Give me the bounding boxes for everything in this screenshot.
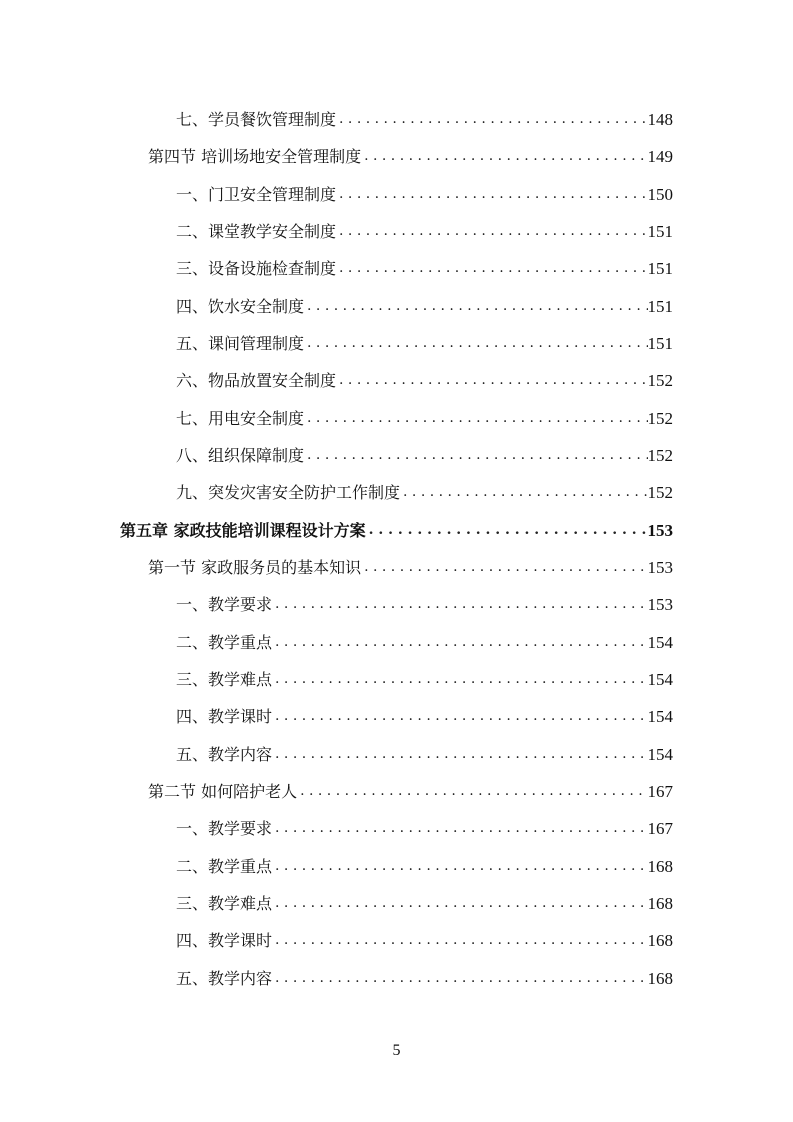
toc-item-entry[interactable] xyxy=(176,474,673,511)
toc-entry-title: 五、教学内容 xyxy=(176,968,273,988)
toc-item-entry[interactable] xyxy=(176,698,673,735)
toc-entry-page: 167 xyxy=(647,781,673,801)
toc-item-entry[interactable] xyxy=(176,810,673,847)
toc-section-entry[interactable] xyxy=(148,138,673,175)
toc-entry-title: 第四节 培训场地安全管理制度 xyxy=(148,147,362,167)
toc-entry-title: 三、教学难点 xyxy=(176,893,273,913)
dot-leader xyxy=(336,176,647,213)
toc-item-entry[interactable] xyxy=(176,250,673,287)
dot-leader xyxy=(336,101,647,138)
toc-entry-page: 153 xyxy=(647,520,673,540)
toc-entry-title: 第一节 家政服务员的基本知识 xyxy=(148,557,362,577)
dot-leader xyxy=(304,437,647,474)
toc-item-entry[interactable] xyxy=(176,288,673,325)
toc-chapter-entry[interactable] xyxy=(120,512,673,549)
dot-leader xyxy=(336,213,647,250)
toc-entry-title: 三、教学难点 xyxy=(176,669,273,689)
toc-entry-title: 三、设备设施检查制度 xyxy=(176,259,337,279)
toc-entry-page: 152 xyxy=(647,445,673,465)
dot-leader xyxy=(272,698,647,735)
toc-item-entry[interactable] xyxy=(176,325,673,362)
toc-item-entry[interactable] xyxy=(176,885,673,922)
toc-entry-page: 168 xyxy=(647,893,673,913)
toc-entry-title: 一、教学要求 xyxy=(176,595,273,615)
toc-entry-title: 四、教学课时 xyxy=(176,707,273,727)
toc-item-entry[interactable] xyxy=(176,960,673,997)
toc-entry-page: 150 xyxy=(647,184,673,204)
toc-entry-title: 四、饮水安全制度 xyxy=(176,296,305,316)
toc-entry-title: 五、课间管理制度 xyxy=(176,333,305,353)
toc-item-entry[interactable] xyxy=(176,176,673,213)
toc-entry-page: 154 xyxy=(647,707,673,727)
toc-entry-title: 一、教学要求 xyxy=(176,819,273,839)
toc-item-entry[interactable] xyxy=(176,624,673,661)
dot-leader xyxy=(272,885,647,922)
toc-section-entry[interactable] xyxy=(148,549,673,586)
toc-entry-page: 153 xyxy=(647,557,673,577)
toc-entry-page: 151 xyxy=(647,259,673,279)
toc-entry-page: 168 xyxy=(647,931,673,951)
toc-entry-page: 152 xyxy=(647,371,673,391)
dot-leader xyxy=(361,138,647,175)
toc-entry-page: 151 xyxy=(647,333,673,353)
toc-entry-page: 154 xyxy=(647,744,673,764)
toc-entry-page: 152 xyxy=(647,408,673,428)
toc-entry-page: 149 xyxy=(647,147,673,167)
toc-entry-title: 第五章 家政技能培训课程设计方案 xyxy=(120,520,366,540)
toc-item-entry[interactable] xyxy=(176,661,673,698)
toc-entry-page: 153 xyxy=(647,595,673,615)
toc-entry-page: 168 xyxy=(647,856,673,876)
toc-entry-page: 152 xyxy=(647,483,673,503)
toc-entry-title: 六、物品放置安全制度 xyxy=(176,371,337,391)
toc-section-entry[interactable] xyxy=(148,773,673,810)
toc-entry-page: 168 xyxy=(647,968,673,988)
toc-entry-title: 二、课堂教学安全制度 xyxy=(176,221,337,241)
dot-leader xyxy=(272,661,647,698)
toc-entry-title: 四、教学课时 xyxy=(176,931,273,951)
toc-item-entry[interactable] xyxy=(176,437,673,474)
dot-leader xyxy=(272,922,647,959)
dot-leader xyxy=(366,512,648,549)
toc-entry-title: 二、教学重点 xyxy=(176,632,273,652)
dot-leader xyxy=(272,624,647,661)
dot-leader xyxy=(336,362,647,399)
toc-entry-title: 九、突发灾害安全防护工作制度 xyxy=(176,483,401,503)
toc-entry-title: 七、学员餐饮管理制度 xyxy=(176,110,337,129)
dot-leader xyxy=(304,400,647,437)
toc-entry-title: 一、门卫安全管理制度 xyxy=(176,184,337,204)
dot-leader xyxy=(272,736,647,773)
toc-entry-page: 154 xyxy=(647,669,673,689)
dot-leader xyxy=(272,810,647,847)
toc-entry-page: 151 xyxy=(647,221,673,241)
toc-entry-title: 第二节 如何陪护老人 xyxy=(148,781,298,801)
toc-entry-title: 八、组织保障制度 xyxy=(176,445,305,465)
toc-entry-page: 148 xyxy=(647,110,673,129)
dot-leader xyxy=(297,773,647,810)
toc-item-entry[interactable] xyxy=(176,922,673,959)
toc-entry-page: 167 xyxy=(647,819,673,839)
toc-item-entry[interactable] xyxy=(176,848,673,885)
toc-item-entry[interactable] xyxy=(176,586,673,623)
dot-leader xyxy=(361,549,647,586)
dot-leader xyxy=(272,586,647,623)
dot-leader xyxy=(272,960,647,997)
toc-item-entry[interactable] xyxy=(176,400,673,437)
toc-item-entry[interactable] xyxy=(176,736,673,773)
toc-item-entry[interactable] xyxy=(176,362,673,399)
toc-item-entry[interactable] xyxy=(176,101,673,138)
dot-leader xyxy=(304,325,647,362)
toc-entry-page: 154 xyxy=(647,632,673,652)
toc-item-entry[interactable] xyxy=(176,213,673,250)
toc-entry-title: 二、教学重点 xyxy=(176,856,273,876)
table-of-contents xyxy=(0,101,793,997)
toc-entry-title: 七、用电安全制度 xyxy=(176,408,305,428)
dot-leader xyxy=(272,848,647,885)
dot-leader xyxy=(400,474,647,511)
dot-leader xyxy=(304,288,647,325)
toc-entry-title: 五、教学内容 xyxy=(176,744,273,764)
toc-entry-page: 151 xyxy=(647,296,673,316)
page-number: 5 xyxy=(392,1042,401,1059)
dot-leader xyxy=(336,250,647,287)
